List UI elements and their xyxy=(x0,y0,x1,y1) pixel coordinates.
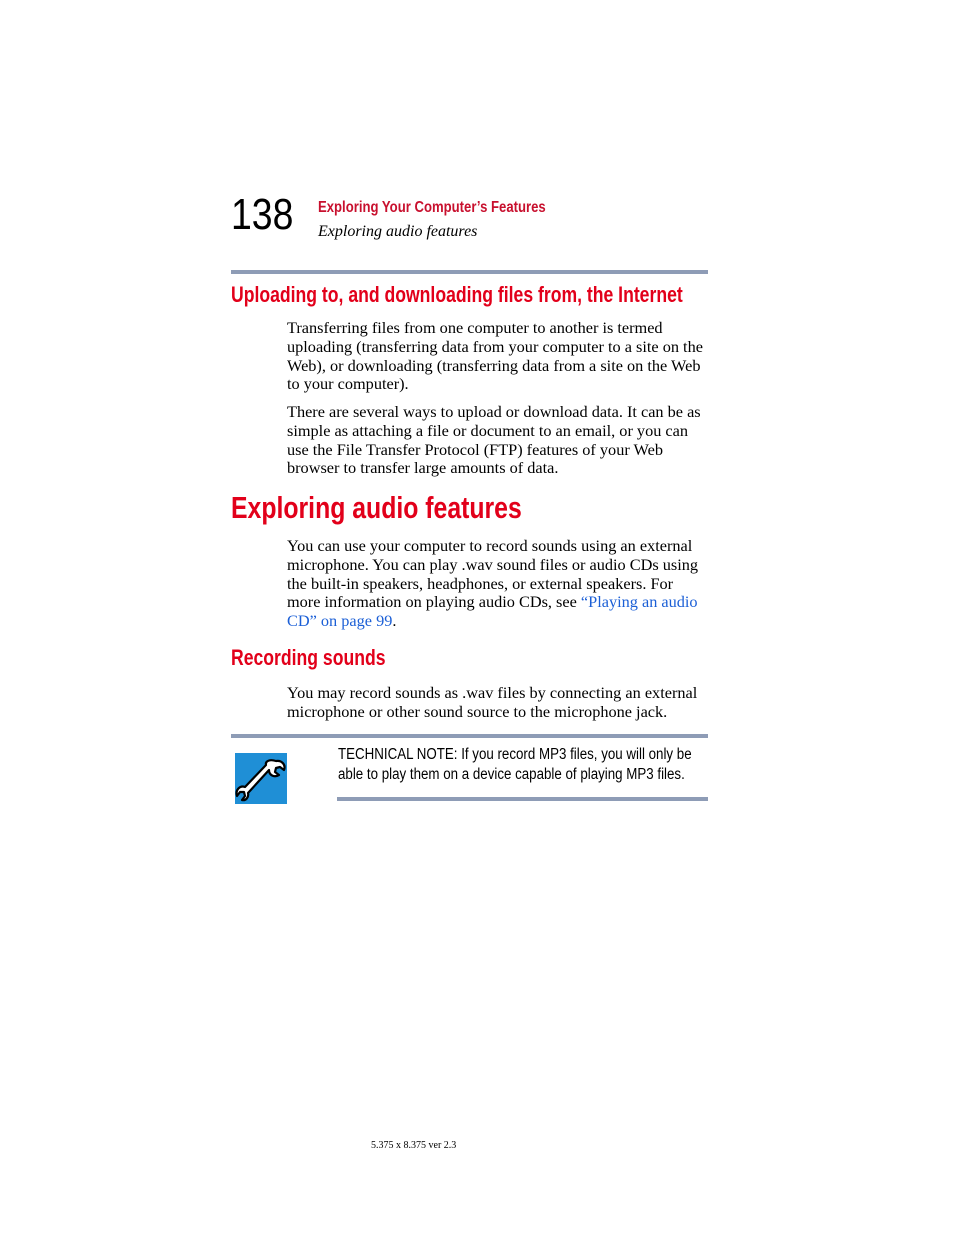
technical-note-text: TECHNICAL NOTE: If you record MP3 files, you will only be able to play them on a device capable of playing MP3 files. xyxy=(338,746,692,783)
playing-audio-cd-link[interactable]: “Playing an audio CD” on page 99 xyxy=(287,592,698,631)
audio-paragraph-end: . xyxy=(392,611,397,631)
footer-version: 5.375 x 8.375 ver 2.3 xyxy=(371,1140,457,1151)
chapter-title: Exploring Your Computer’s Features xyxy=(318,199,546,216)
note-top-divider xyxy=(231,734,708,738)
page-number: 138 xyxy=(231,190,294,239)
upload-paragraph-2: There are several ways to upload or download data. It can be as simple as attaching a file or document to an email, or you can use the File Transfer Protocol (FTP) features of your Web browser to transfer large amounts of data. xyxy=(287,402,701,478)
upload-heading: Uploading to, and downloading files from, the Internet xyxy=(231,282,683,307)
wrench-icon xyxy=(235,753,287,804)
recording-paragraph: You may record sounds as .wav files by connecting an external microphone or other sound source to the microphone jack. xyxy=(287,683,698,721)
upload-paragraph-1: Transferring files from one computer to another is termed uploading (transferring data from your computer to a site on the Web), or downloading (transferring data from a site on the Web to your computer). xyxy=(287,318,703,394)
note-bottom-divider xyxy=(337,797,708,801)
wrench-icon-graphic xyxy=(235,753,287,804)
recording-heading: Recording sounds xyxy=(231,645,386,670)
section-subtitle: Exploring audio features xyxy=(318,223,478,240)
audio-heading: Exploring audio features xyxy=(231,490,522,525)
section-divider xyxy=(231,270,708,274)
audio-paragraph xyxy=(287,537,709,631)
audio-paragraph-text: You can use your computer to record sounds using an external microphone. You can play .wav sound files or audio CDs using the built-in speakers, headphones, or external speakers. For more information on playing audio CDs, see xyxy=(287,536,699,612)
